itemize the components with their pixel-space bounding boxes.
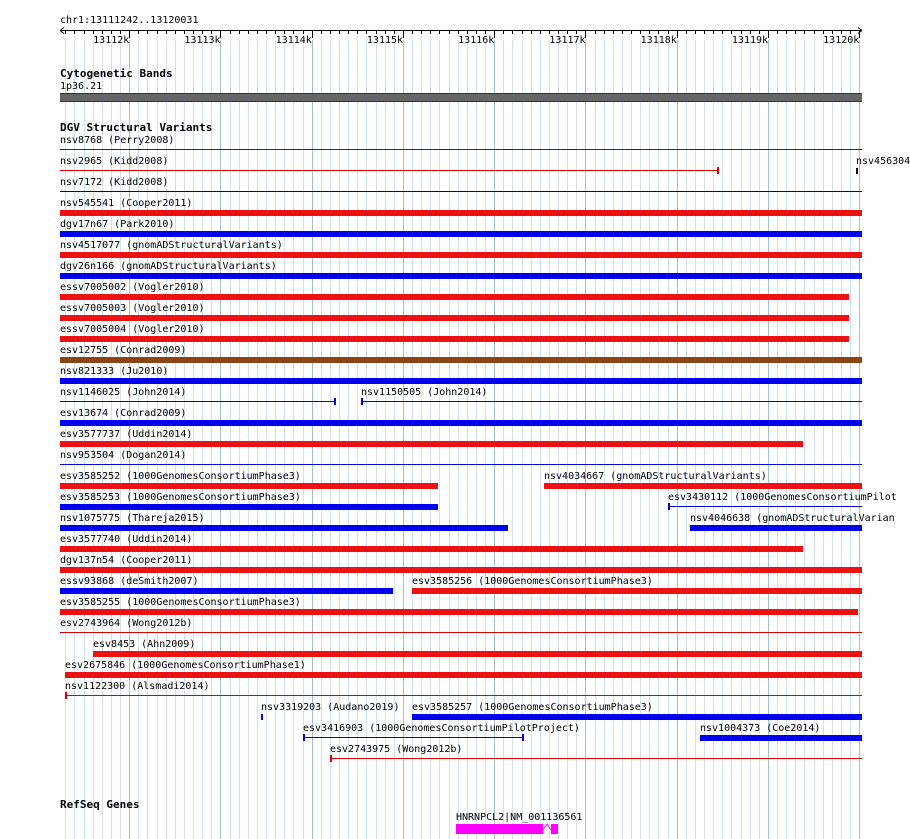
dgv-feature-label[interactable]: nsv1122300 (Alsmadi2014) xyxy=(65,681,210,692)
dgv-feature-label[interactable]: nsv4046638 (gnomADStructuralVarian xyxy=(690,513,895,524)
dgv-feature-label[interactable]: nsv953504 (Dogan2014) xyxy=(60,450,187,461)
dgv-feature-label[interactable]: essv7005003 (Vogler2010) xyxy=(60,303,205,314)
dgv-feature-label[interactable]: dgv137n54 (Cooper2011) xyxy=(60,555,193,566)
dgv-feature-label[interactable]: essv93868 (deSmith2007) xyxy=(60,576,199,587)
dgv-feature-label[interactable]: nsv456304 xyxy=(856,156,910,167)
ruler-tick-label: 13119k xyxy=(731,35,769,46)
dgv-feature-label[interactable]: nsv4517077 (gnomADStructuralVariants) xyxy=(60,240,283,251)
dgv-feature-label[interactable]: nsv1146025 (John2014) xyxy=(60,387,187,398)
dgv-feature-label[interactable]: esv2675846 (1000GenomesConsortiumPhase1) xyxy=(65,660,306,671)
ruler-tick-label: 13112k xyxy=(93,35,130,46)
cytobands-title: Cytogenetic Bands xyxy=(60,67,173,80)
dgv-feature-label[interactable]: esv3585253 (1000GenomesConsortiumPhase3) xyxy=(60,492,301,503)
dgv-feature-label[interactable]: nsv4034667 (gnomADStructuralVariants) xyxy=(544,471,767,482)
cytoband-label[interactable]: 1p36.21 xyxy=(60,81,103,92)
dgv-feature-label[interactable]: esv3585255 (1000GenomesConsortiumPhase3) xyxy=(60,597,301,608)
refseq-intron-line xyxy=(543,824,551,830)
dgv-feature-label[interactable]: esv3416903 (1000GenomesConsortiumPilotProject) xyxy=(303,723,580,734)
refseq-track-title: RefSeq Genes xyxy=(60,798,140,811)
refseq-exon[interactable] xyxy=(551,824,558,834)
dgv-feature-label[interactable]: nsv1004373 (Coe2014) xyxy=(700,723,821,734)
dgv-feature-label[interactable]: esv8453 (Ahn2009) xyxy=(93,639,196,650)
refseq-gene-label[interactable]: HNRNPCL2|NM_001136561 xyxy=(456,812,583,823)
dgv-feature-label[interactable]: nsv3319203 (Audano2019) xyxy=(261,702,400,713)
dgv-feature-label[interactable]: nsv7172 (Kidd2008) xyxy=(60,177,169,188)
dgv-feature-label[interactable]: esv3585257 (1000GenomesConsortiumPhase3) xyxy=(412,702,653,713)
ruler-tick-label: 13116k xyxy=(458,35,495,46)
dgv-feature-label[interactable]: esv3577740 (Uddin2014) xyxy=(60,534,193,545)
refseq-intron xyxy=(543,822,551,832)
dgv-feature-label[interactable]: esv3585252 (1000GenomesConsortiumPhase3) xyxy=(60,471,301,482)
dgv-feature-label[interactable]: nsv8768 (Perry2008) xyxy=(60,135,175,146)
dgv-feature-label[interactable]: esv3430112 (1000GenomesConsortiumPilot xyxy=(668,492,897,503)
dgv-feature-label[interactable]: dgv17n67 (Park2010) xyxy=(60,219,175,230)
ruler-tick-label: 13118k xyxy=(640,35,677,46)
dgv-feature-label[interactable]: nsv1150505 (John2014) xyxy=(361,387,488,398)
dgv-feature-label[interactable]: essv7005002 (Vogler2010) xyxy=(60,282,205,293)
dgv-feature-label[interactable]: esv12755 (Conrad2009) xyxy=(60,345,187,356)
refseq-exon[interactable] xyxy=(456,824,543,834)
dgv-feature-label[interactable]: esv2743964 (Wong2012b) xyxy=(60,618,193,629)
dgv-feature-label[interactable]: nsv545541 (Cooper2011) xyxy=(60,198,193,209)
dgv-feature-label[interactable]: esv2743975 (Wong2012b) xyxy=(330,744,463,755)
ruler-location: chr1:13111242..13120031 xyxy=(60,15,199,26)
ruler-tick-label: 13113k xyxy=(184,35,221,46)
dgv-feature-label[interactable]: esv3577737 (Uddin2014) xyxy=(60,429,193,440)
dgv-feature-label[interactable]: nsv821333 (Ju2010) xyxy=(60,366,169,377)
ruler-tick-label: 13115k xyxy=(366,35,404,46)
dgv-feature-label[interactable]: esv13674 (Conrad2009) xyxy=(60,408,187,419)
dgv-feature-label[interactable]: nsv2965 (Kidd2008) xyxy=(60,156,169,167)
ruler-tick-label: 13117k xyxy=(549,35,586,46)
dgv-feature-label[interactable]: nsv1075775 (Thareja2015) xyxy=(60,513,205,524)
dgv-feature-label[interactable]: dgv26n166 (gnomADStructuralVariants) xyxy=(60,261,277,272)
ruler-tick-label: 13120k xyxy=(823,35,860,46)
dgv-track-title: DGV Structural Variants xyxy=(60,121,213,134)
ruler-tick-label: 13114k xyxy=(275,35,312,46)
dgv-feature-label[interactable]: esv3585256 (1000GenomesConsortiumPhase3) xyxy=(412,576,653,587)
dgv-feature-label[interactable]: essv7005004 (Vogler2010) xyxy=(60,324,205,335)
